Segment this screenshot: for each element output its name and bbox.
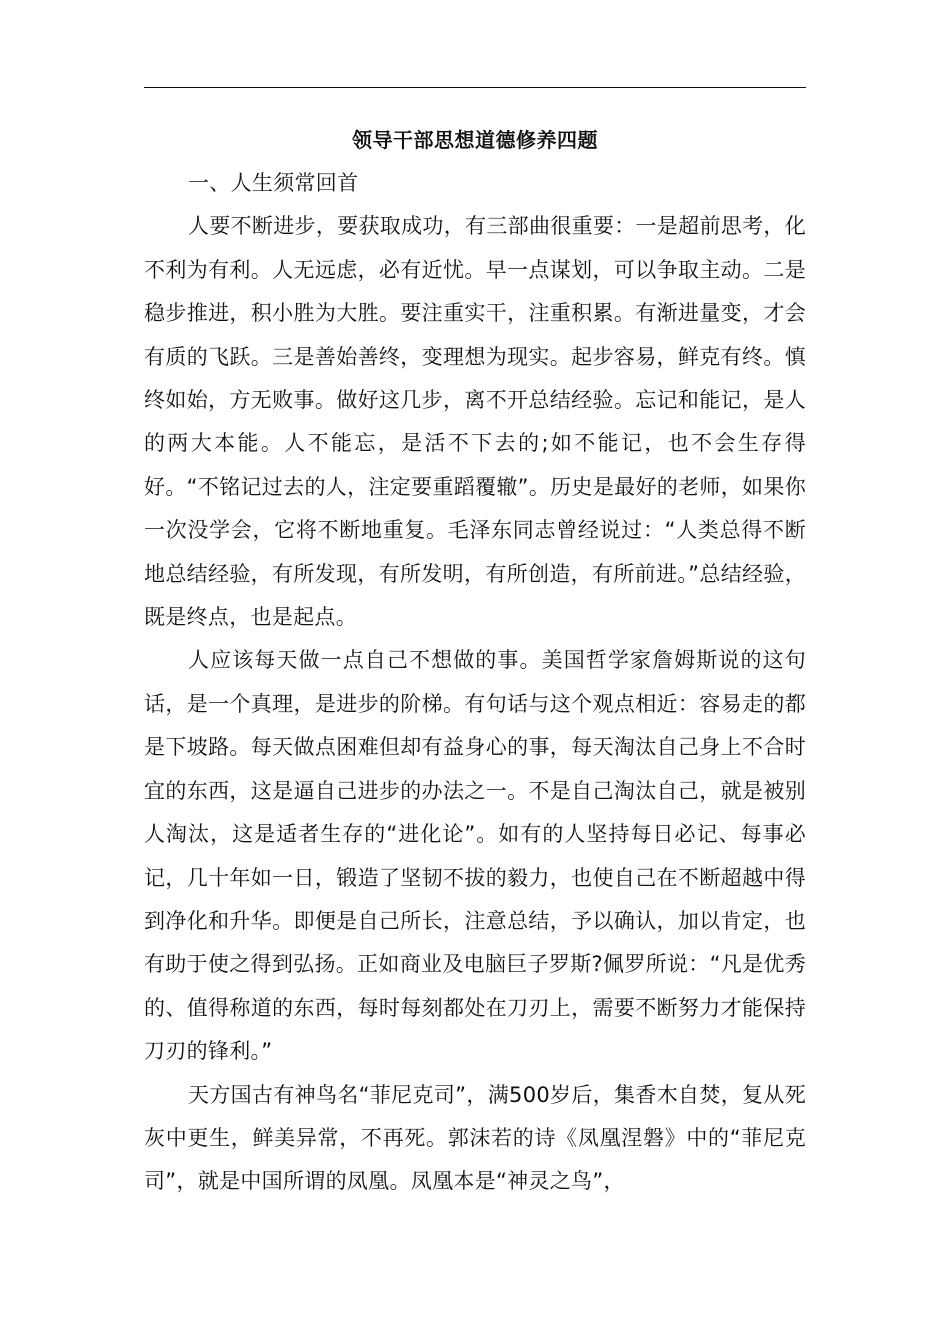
paragraph: 天方国古有神鸟名“菲尼克司”，满500岁后，集香木自焚，复从死灰中更生，鲜美异常，不再死。郭沫若的诗《凤凰涅磐》中的“菲尼克司”，就是中国所谓的凤凰。凤凰本是“神灵之鸟”，	[144, 1082, 806, 1194]
document-body	[144, 162, 806, 1204]
header-rule	[144, 87, 806, 88]
paragraph: 人应该每天做一点自己不想做的事。美国哲学家詹姆斯说的这句话，是一个真理，是进步的阶梯。有句话与这个观点相近：容易走的都是下坡路。每天做点困难但却有益身心的事，每天淘汰自己身上不合时宜的东西，这是逼自己进步的办法之一。不是自己淘汰自己，就是被别人淘汰，这是适者生存的“进化论”。如有的人坚持每日必记、每事必记，几十年如一日，锻造了坚韧不拔的毅力，也使自己在不断超越中得到净化和升华。即便是自己所长，注意总结，予以确认，加以肯定，也有助于使之得到弘扬。正如商业及电脑巨子罗斯?佩罗所说：“凡是优秀的、值得称道的东西，每时每刻都处在刀刃上，需要不断努力才能保持刀刃的锋利。”	[144, 648, 806, 1064]
document-title: 领导干部思想道德修养四题	[352, 128, 598, 152]
paragraph: 人要不断进步，要获取成功，有三部曲很重要：一是超前思考，化不利为有利。人无远虑，必有近忧。早一点谋划，可以争取主动。二是稳步推进，积小胜为大胜。要注重实干，注重积累。有渐进量变，才会有质的飞跃。三是善始善终，变理想为现实。起步容易，鲜克有终。慎终如始，方无败事。做好这几步，离不开总结经验。忘记和能记，是人的两大本能。人不能忘，是活不下去的;如不能记，也不会生存得好。“不铭记过去的人，注定要重蹈覆辙”。历史是最好的老师，如果你一次没学会，它将不断地重复。毛泽东同志曾经说过：“人类总得不断地总结经验，有所发现，有所发明，有所创造，有所前进。”总结经验，既是终点，也是起点。	[144, 214, 806, 630]
section-heading: 一、人生须常回首	[188, 171, 359, 195]
